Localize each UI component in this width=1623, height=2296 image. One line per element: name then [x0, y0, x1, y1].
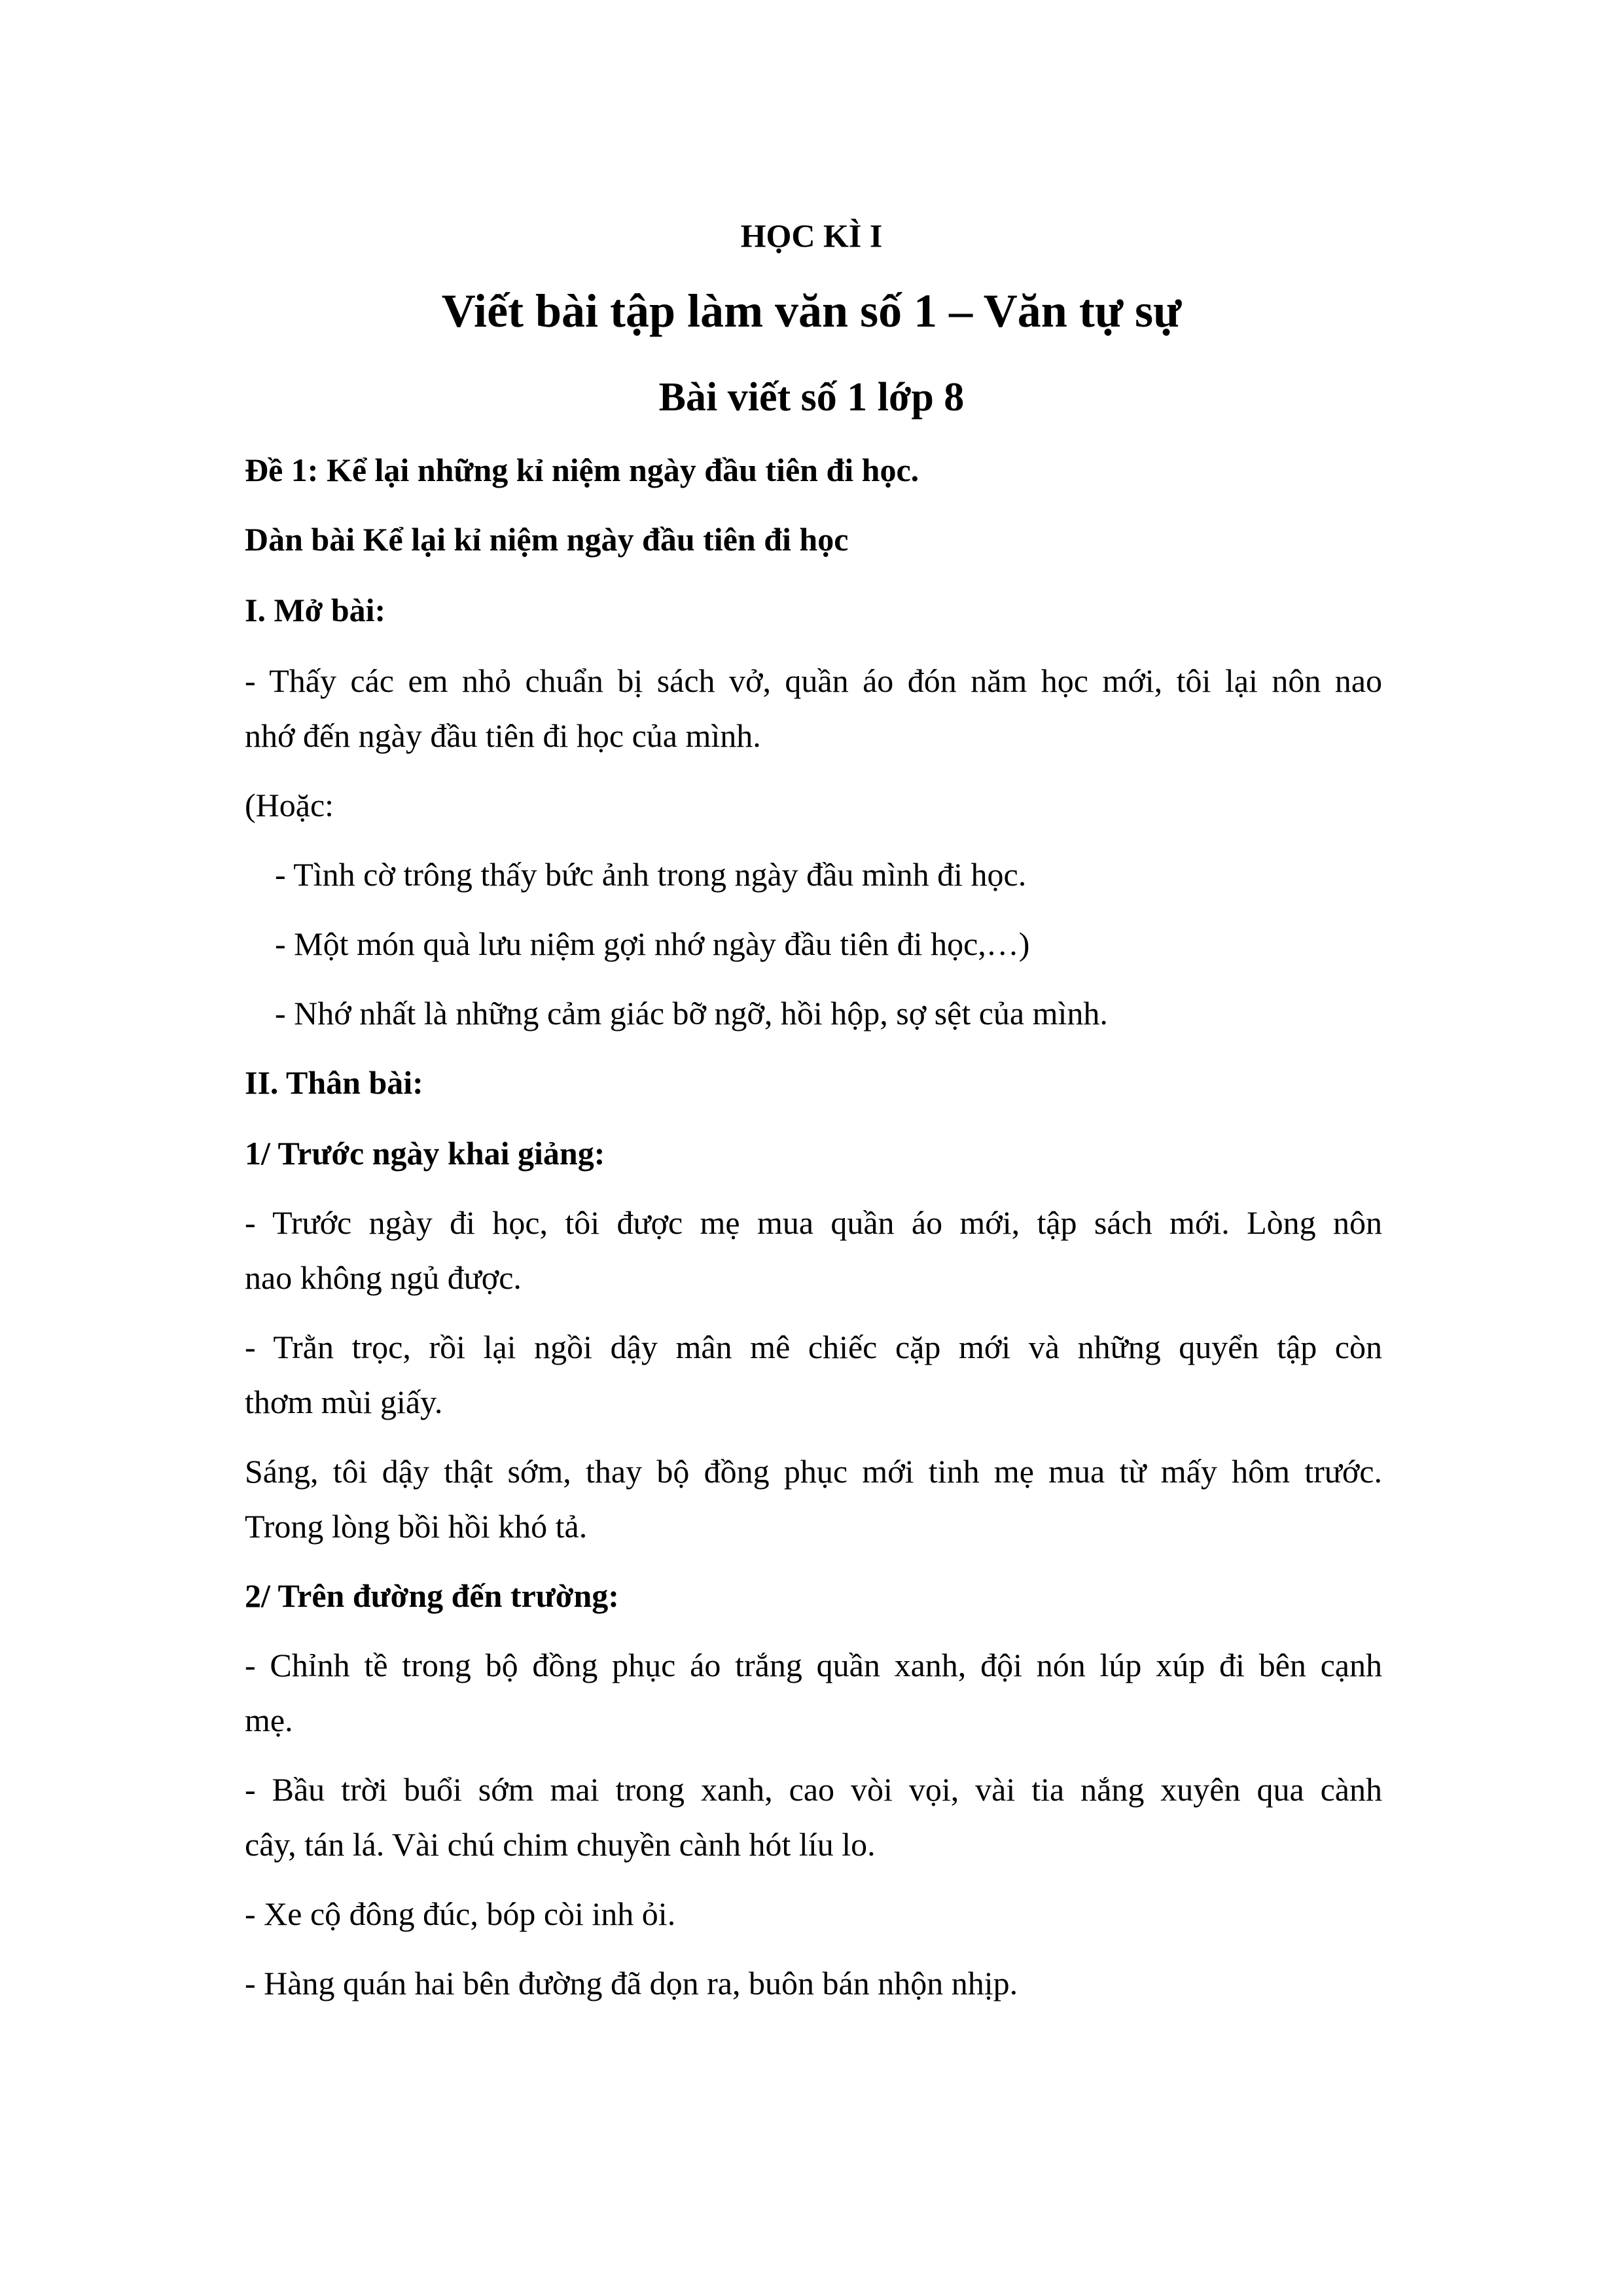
- paragraph-line: - Trằn trọc, rồi lại ngồi dậy mân mê chiếc cặp mới và những quyển tập còn: [245, 1329, 1382, 1365]
- document-subtitle: Bài viết số 1 lớp 8: [658, 375, 965, 420]
- list-item: - Tình cờ trông thấy bức ảnh trong ngày đầu mình đi học.: [275, 856, 1027, 893]
- topic-line: Đề 1: Kể lại những kỉ niệm ngày đầu tiên đi học.: [245, 452, 919, 488]
- paragraph-line: thơm mùi giấy.: [245, 1384, 443, 1420]
- paragraph-line: nhớ đến ngày đầu tiên đi học của mình.: [245, 717, 761, 754]
- semester-heading: HỌC KÌ I: [740, 217, 883, 254]
- paragraph-line: - Thấy các em nhỏ chuẩn bị sách vở, quần áo đón năm học mới, tôi lại nôn nao: [245, 662, 1382, 699]
- paragraph-line: - Trước ngày đi học, tôi được mẹ mua quần áo mới, tập sách mới. Lòng nôn: [245, 1204, 1382, 1241]
- section-heading-intro: I. Mở bài:: [245, 592, 386, 628]
- list-item: - Nhớ nhất là những cảm giác bỡ ngỡ, hồi hộp, sợ sệt của mình.: [275, 995, 1108, 1031]
- paragraph-line: - Xe cộ đông đúc, bóp còi inh ỏi.: [245, 1895, 676, 1932]
- outline-title: Dàn bài Kể lại kỉ niệm ngày đầu tiên đi học: [245, 521, 849, 558]
- paragraph-line: - Chỉnh tề trong bộ đồng phục áo trắng quần xanh, đội nón lúp xúp đi bên cạnh: [245, 1647, 1382, 1683]
- paragraph-line: Trong lòng bồi hồi khó tả.: [245, 1508, 588, 1545]
- paragraph-line: mẹ.: [245, 1702, 293, 1738]
- paragraph-line: - Bầu trời buổi sớm mai trong xanh, cao vòi vọi, vài tia nắng xuyên qua cành: [245, 1771, 1382, 1808]
- paragraph-line: Sáng, tôi dậy thật sớm, thay bộ đồng phục mới tinh mẹ mua từ mấy hôm trước.: [245, 1453, 1382, 1490]
- paragraph-line: - Hàng quán hai bên đường đã dọn ra, buôn bán nhộn nhịp.: [245, 1965, 1018, 2001]
- document-title: Viết bài tập làm văn số 1 – Văn tự sự: [441, 285, 1182, 337]
- subsection-heading: 2/ Trên đường đến trường:: [245, 1577, 619, 1614]
- subsection-heading: 1/ Trước ngày khai giảng:: [245, 1135, 605, 1172]
- list-item: - Một món quà lưu niệm gợi nhớ ngày đầu tiên đi học,…): [275, 925, 1030, 962]
- section-heading-body: II. Thân bài:: [245, 1064, 423, 1101]
- paragraph-line: cây, tán lá. Vài chú chim chuyền cành hót líu lo.: [245, 1826, 876, 1863]
- paragraph-line: (Hoặc:: [245, 787, 334, 823]
- paragraph-line: nao không ngủ được.: [245, 1259, 522, 1296]
